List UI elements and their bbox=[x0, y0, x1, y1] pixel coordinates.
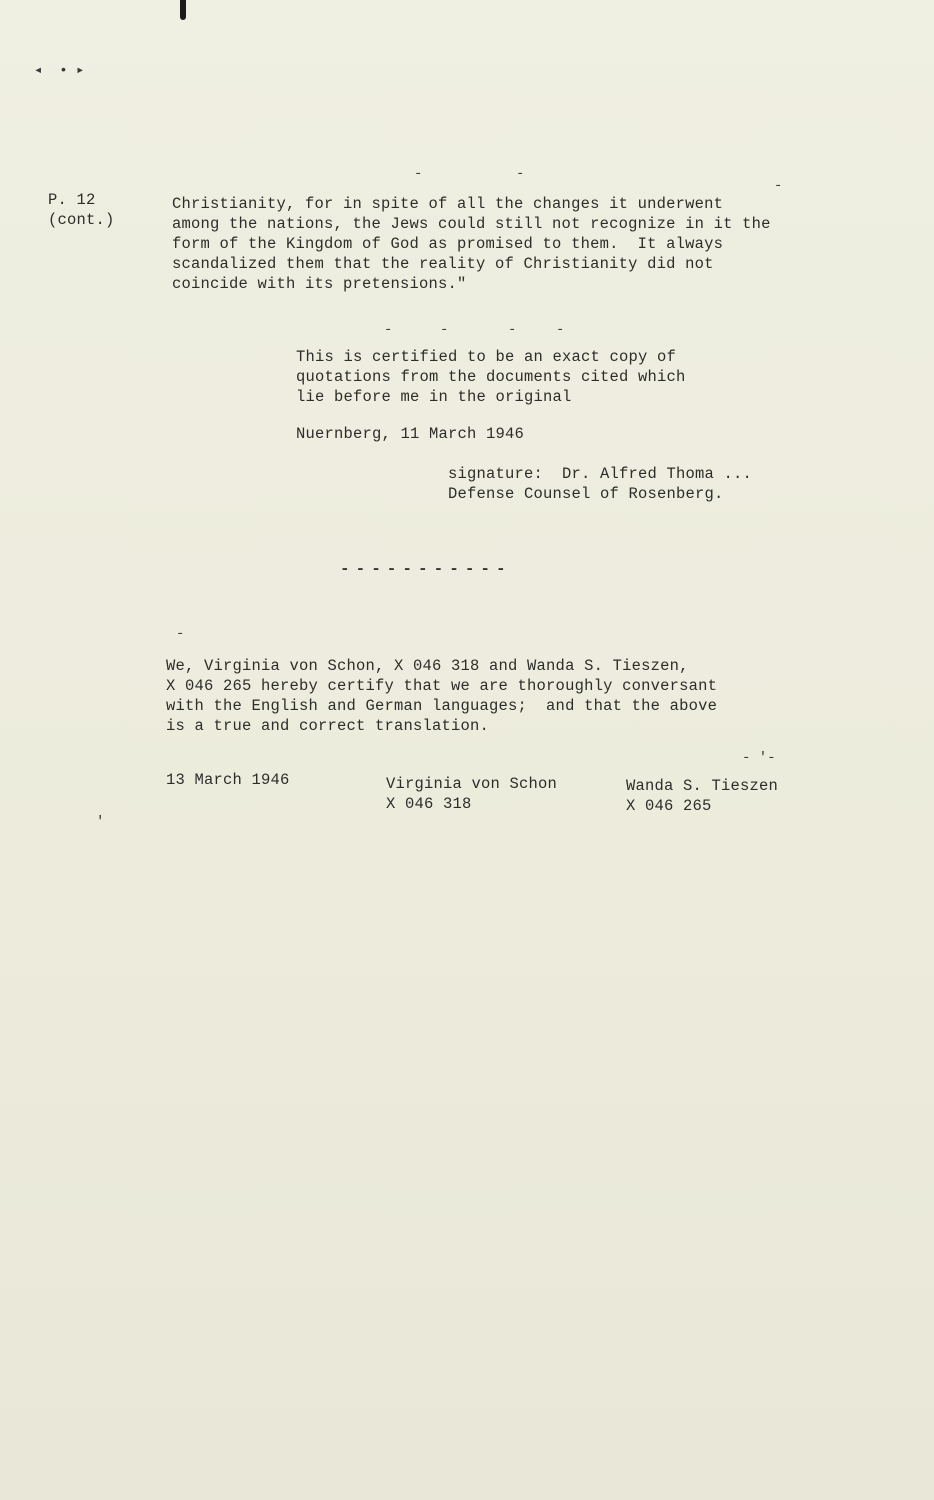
translator-line: with the English and German languages; and that the above bbox=[166, 697, 718, 715]
stray-mark: - bbox=[384, 322, 393, 338]
translator2-block bbox=[626, 776, 778, 816]
stray-mark: - bbox=[508, 322, 517, 338]
quote-line: Christianity, for in spite of all the changes it underwent bbox=[172, 195, 724, 213]
stray-mark: - '- bbox=[742, 750, 776, 766]
signature-title: Defense Counsel of Rosenberg. bbox=[448, 485, 724, 503]
punch-mark: ◂ • ▸ bbox=[34, 63, 85, 79]
footer-date: 13 March 1946 bbox=[166, 771, 290, 789]
stray-mark: - bbox=[516, 166, 525, 182]
stray-mark: - bbox=[414, 166, 423, 182]
margin-page: P. 12 bbox=[48, 191, 96, 209]
signature-line: signature: Dr. Alfred Thoma ... bbox=[448, 465, 753, 483]
translator1-id: X 046 318 bbox=[386, 795, 472, 813]
translator-line: X 046 265 hereby certify that we are thoroughly conversant bbox=[166, 677, 718, 695]
translator-line: We, Virginia von Schon, X 046 318 and Wanda S. Tieszen, bbox=[166, 657, 689, 675]
certification-line: quotations from the documents cited which bbox=[296, 368, 686, 386]
margin-note bbox=[48, 190, 115, 230]
quote-line: among the nations, the Jews could still not recognize in it the bbox=[172, 215, 771, 233]
translator2-id: X 046 265 bbox=[626, 797, 712, 815]
margin-cont: (cont.) bbox=[48, 211, 115, 229]
staple-mark bbox=[180, 0, 186, 20]
separator-line: ----------- bbox=[340, 560, 512, 578]
stray-mark: - bbox=[774, 178, 783, 194]
translator-certification bbox=[166, 656, 717, 736]
stray-mark: - bbox=[176, 626, 185, 642]
translator1-block bbox=[386, 774, 557, 814]
translator1-name: Virginia von Schon bbox=[386, 775, 558, 793]
quote-line: scandalized them that the reality of Christianity did not bbox=[172, 255, 714, 273]
certification-line: lie before me in the original bbox=[296, 388, 572, 406]
stray-mark: ' bbox=[96, 814, 105, 830]
quote-paragraph bbox=[172, 194, 771, 294]
quote-line: coincide with its pretensions." bbox=[172, 275, 467, 293]
stray-mark: - bbox=[556, 322, 565, 338]
certification-line: This is certified to be an exact copy of bbox=[296, 348, 677, 366]
signature-block bbox=[448, 464, 752, 504]
place-date: Nuernberg, 11 March 1946 bbox=[296, 425, 525, 443]
stray-mark: - bbox=[440, 322, 449, 338]
certification-paragraph bbox=[296, 347, 686, 407]
translator-line: is a true and correct translation. bbox=[166, 717, 490, 735]
translator2-name: Wanda S. Tieszen bbox=[626, 777, 779, 795]
quote-line: form of the Kingdom of God as promised to them. It always bbox=[172, 235, 724, 253]
